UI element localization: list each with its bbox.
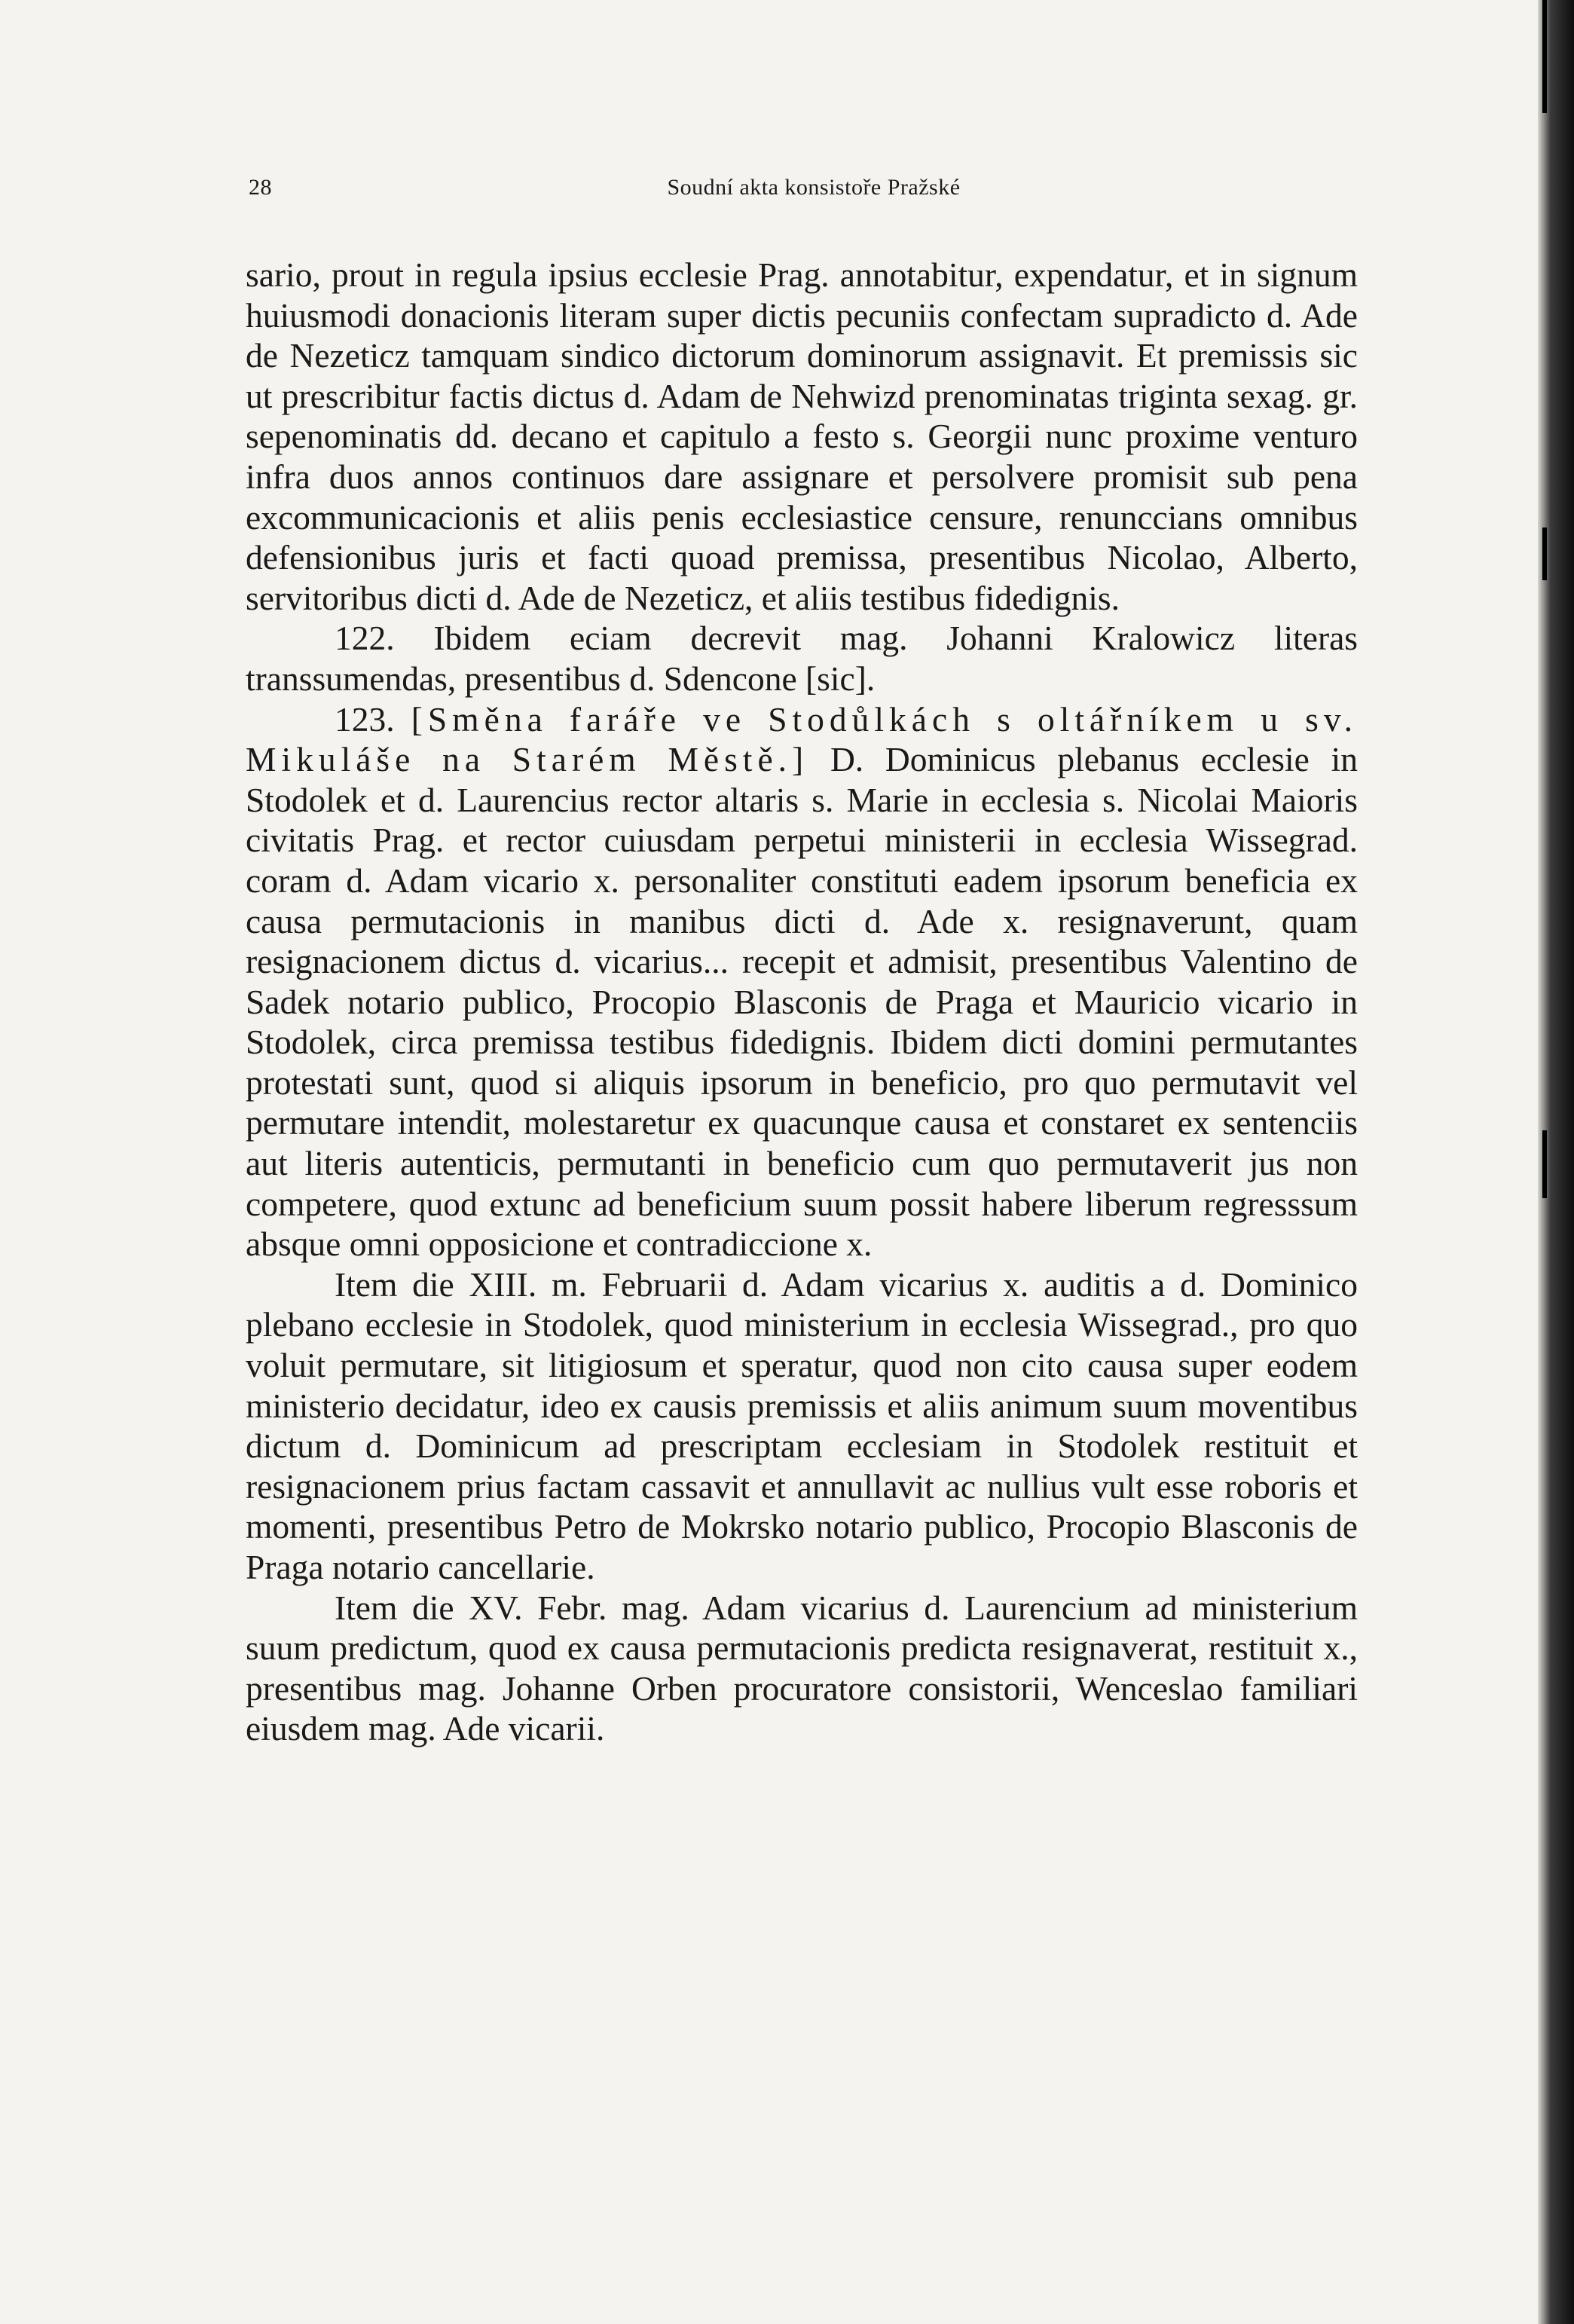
scan-edge-mark [1542,1130,1547,1198]
running-head [249,175,1379,205]
scan-edge-mark [1542,527,1547,580]
paragraph-item-xv: Item die XV. Febr. mag. Adam vicarius d. Laurencium ad ministerium suum predictum, quod ex causa permutacionis predicta resignaverat, restituit x., presentibus mag. Johanne Orben procuratore consistorii, Wenceslao familiari eiusdem mag. Ade vicarii. [246,1588,1358,1748]
paragraph-continuation: sario, prout in regula ipsius ecclesie Prag. annotabitur, expendatur, et in signum huiusmodi donacionis literam super dictis pecuniis confectam supradicto d. Ade de Nezeticz tamquam sindico dictorum dominorum assignavit. Et premissis sic ut prescribitur factis dictus d. Adam de Nehwizd prenominatas triginta sexag. gr. sepenominatis dd. decano et capitulo a festo s. Georgii nunc proxime venturo infra duos annos continuos dare assignare et persolvere promisit sub pena excommunicacionis et aliis penis ecclesiastice censure, renunccians omnibus defensionibus juris et facti quoad premissa, presentibus Nicolao, Alberto, servitoribus dicti d. Ade de Nezeticz, et aliis testibus fidedignis. [246,255,1358,617]
entry-heading: [Směna faráře ve Stodůlkách s oltářníkem u sv. Mikuláše na Starém Městě.] [246,699,1358,779]
entry-body: D. Dominicus plebanus ecclesie in Stodolek et d. Laurencius rector altaris s. Marie in ecclesia s. Nicolai Maioris civitatis Prag. et rector cuiusdam perpetui ministerii in ecclesia Wissegrad. coram d. Adam vicario x. personaliter constituti eadem ipsorum beneficia ex causa permutacionis in manibus dicti d. Ade x. resignaverunt, quam resignacionem dictus d. vicarius... recepit et admisit, presentibus Valentino de Sadek notario publico, Procopio Blasconis de Praga et Mauricio vicario in Stodolek, circa premissa testibus fidedignis. Ibidem dicti domini permutantes protestati sunt, quod si aliquis ipsorum in beneficio, pro quo permutavit vel permutare intendit, molestaretur ex quacunque causa et constaret ex sentenciis aut literis autenticis, permutanti in beneficio cum quo permutaverit jus non competere, quod extunc ad beneficium suum possit habere liberum regresssum absque omni opposicione et contradiccione x. [246,740,1358,1264]
scan-edge-mark [1542,0,1547,113]
entry-number: 123. [335,699,395,738]
page-number: 28 [249,175,272,200]
paragraph-123 [246,699,1358,1264]
paragraph-122: 122. Ibidem eciam decrevit mag. Johanni Kralowicz literas transsumendas, presentibus d. Sdencone [sic]. [246,619,1358,698]
body-text [246,255,1358,1749]
paragraph-item-xiii: Item die XIII. m. Februarii d. Adam vicarius x. auditis a d. Dominico plebano ecclesie in Stodolek, quod ministerium in ecclesia Wissegrad., pro quo voluit permutare, sit litigiosum et speratur, quod non cito causa super eodem ministerio decidatur, ideo ex causis premissis et aliis animum suum moventibus dictum d. Dominicum ad prescriptam ecclesiam in Stodolek restituit et resignacionem prius factam cassavit et annullavit ac nullius vult esse roboris et momenti, presentibus Petro de Mokrsko notario publico, Procopio Blasconis de Praga notario cancellarie. [246,1264,1358,1586]
running-title: Soudní akta konsistoře Pražské [667,175,961,200]
